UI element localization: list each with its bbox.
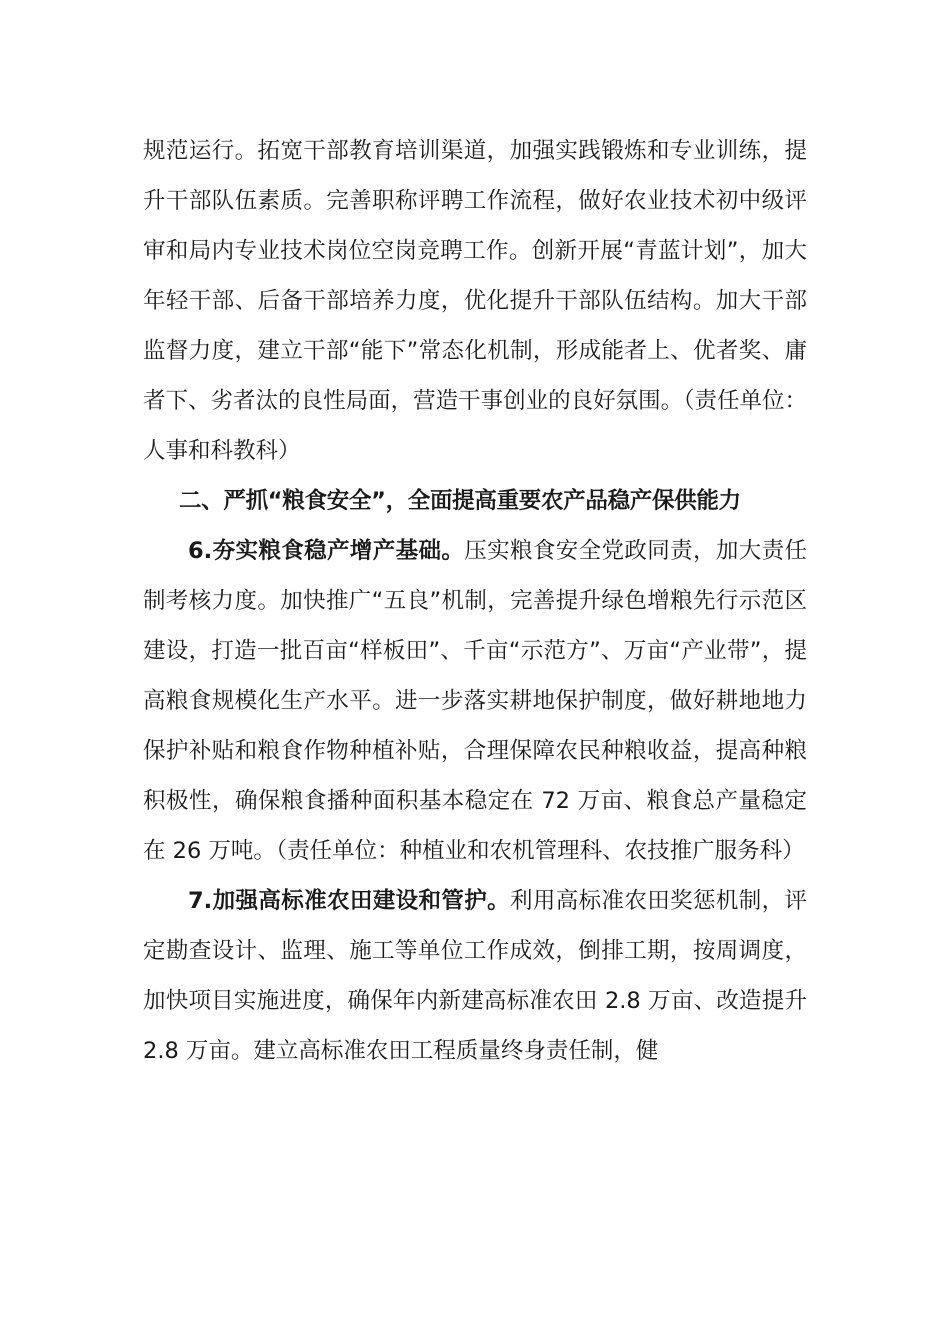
paragraph-personnel: 规范运行。拓宽干部教育培训渠道，加强实践锻炼和专业训练，提升干部队伍素质。完善职称评聘工作流程，做好农业技术初中级评审和局内专业技术岗位空岗竞聘工作。创新开展“青蓝计划”，加大年轻干部、后备干部培养力度，优化提升干部队伍结构。加大干部监督力度，建立干部“能下”常态化机制，形成能者上、优者奖、庸者下、劣者汰的良性局面，营造干事创业的良好氛围。（责任单位：人事和科教科） (143, 138, 807, 464)
paragraph-body-grain-production: 压实粮食安全党政同责，加大责任制考核力度。加快推广“五良”机制，完善提升绿色增粮先行示范区建设，打造一批百亩“样板田”、千亩“示范方”、万亩“产业带”，提高粮食规模化生产水平。进一步落实耕地保护制度，做好耕地地力保护补贴和粮食作物种植补贴，合理保障农民种粮收益，提高种粮积极性，确保粮食播种面积基本稳定在 72 万亩、粮食总产量稳定在 26 万吨。（责任单位：种植业和农机管理科、农技推广服务科） (143, 538, 807, 864)
paragraph-lead-farmland: 7.加强高标准农田建设和管护。 (188, 888, 510, 914)
paragraph-body-farmland: 利用高标准农田奖惩机制，评定勘查设计、监理、施工等单位工作成效，倒排工期，按周调度，加快项目实施进度，确保年内新建高标准农田 2.8 万亩、改造提升 2.8 万亩。建立高标准农田工程质量终身责任制，健 (143, 888, 807, 1064)
section-heading-food-security: 二、严抓“粮食安全”，全面提高重要农产品稳产保供能力 (179, 488, 741, 514)
document-body (143, 126, 807, 1076)
paragraph-grain-production (143, 526, 807, 876)
paragraph-farmland (143, 876, 807, 1076)
paragraph-lead-grain-production: 6.夯实粮食稳产增产基础。 (188, 538, 465, 564)
